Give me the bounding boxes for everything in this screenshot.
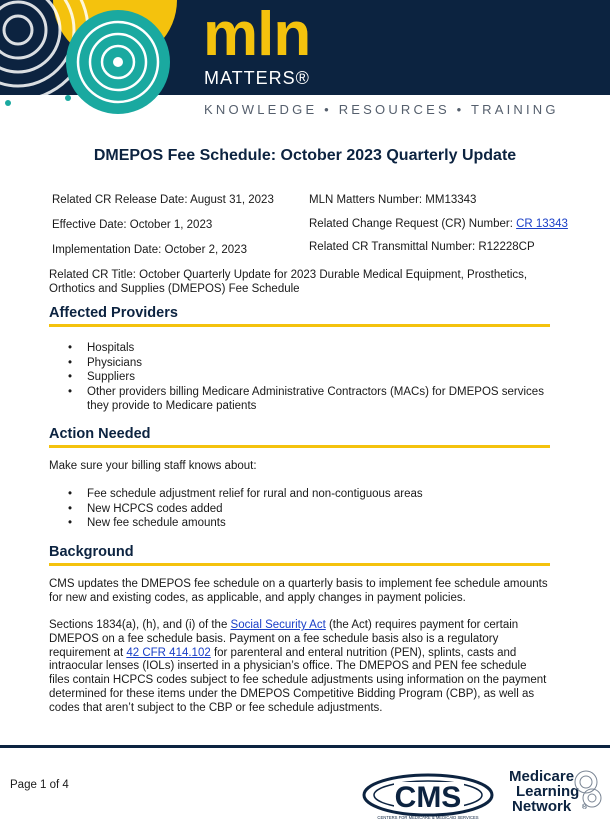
related-cr-title: Related CR Title: October Quarterly Update for 2023 Durable Medical Equipment, Prosthetics, Orthotics and Supplies (DMEPOS) Fee Schedule (49, 269, 528, 295)
paragraph-text: (the Act) requires payment for certain DMEPOS on a fee schedule basis. Payment on a fee schedule basis also is a regulatory requirement at (49, 619, 519, 659)
affected-providers-list (49, 341, 549, 414)
action-needed-intro: Make sure your billing staff knows about: (49, 460, 257, 472)
background-heading: Background (49, 544, 550, 566)
header-banner (0, 0, 610, 125)
mln-logo-line-3: Network (512, 798, 572, 815)
list-item: • New HCPCS codes added (49, 502, 549, 517)
matters-number: MLN Matters Number: MM13343 (309, 194, 477, 206)
background-paragraph-1: CMS updates the DMEPOS fee schedule on a quarterly basis to implement fee schedule amounts for new and existing codes, as applicable, and apply changes in payment policies. (49, 578, 548, 604)
tagline: KNOWLEDGE • RESOURCES • TRAINING (204, 102, 559, 117)
decorative-circles-graphic (0, 0, 200, 125)
footer-divider (0, 745, 610, 748)
social-security-act-link[interactable]: Social Security Act (230, 619, 326, 631)
transmittal-number: Related CR Transmittal Number: R12228CP (309, 241, 535, 253)
change-request-number (309, 218, 568, 230)
list-item: • New fee schedule amounts (49, 516, 549, 531)
release-date: Related CR Release Date: August 31, 2023 (52, 194, 274, 206)
effective-date: Effective Date: October 1, 2023 (52, 219, 213, 231)
page-number: Page 1 of 4 (10, 779, 69, 791)
list-item: • Hospitals (49, 341, 549, 356)
action-needed-heading: Action Needed (49, 426, 550, 448)
cms-logo (360, 762, 500, 822)
matters-logo-text: MATTERS® (204, 68, 310, 88)
action-needed-list (49, 487, 549, 531)
cms-logo-text: CMS (394, 781, 462, 814)
paragraph-text: Sections 1834(a), (h), and (i) of the (49, 619, 231, 631)
medicare-learning-network-logo (506, 764, 606, 824)
cms-logo-subtext: CENTERS FOR MEDICARE & MEDICAID SERVICES (377, 815, 479, 820)
implementation-date: Implementation Date: October 2, 2023 (52, 244, 247, 256)
paragraph-text: for parenteral and enteral nutrition (PEN), splints, casts and intraocular lenses (IOLs) inserted in a physician’s office. The DMEPOS and PEN fee schedule files contain HCPCS codes subject to fee schedule adjustments using information on the payment determined for these items under the DMEPOS Competitive Bidding Program (CBP), as well as codes that aren’t subject to the CBP or fee schedule adjustments. (49, 646, 547, 714)
background-paragraph-2 (49, 619, 549, 716)
list-item: • Physicians (49, 356, 549, 371)
mln-logo-line-2: Learning (516, 783, 580, 800)
change-request-link[interactable]: CR 13343 (516, 218, 568, 230)
page-title: DMEPOS Fee Schedule: October 2023 Quarterly Update (93, 147, 517, 164)
change-request-label: Related Change Request (CR) Number: (309, 218, 517, 230)
cfr-link[interactable]: 42 CFR 414.102 (126, 646, 211, 659)
affected-providers-heading: Affected Providers (49, 305, 550, 327)
list-item: • Other providers billing Medicare Administrative Contractors (MACs) for DMEPOS services they provide to Medicare patients (49, 385, 549, 414)
list-item: • Fee schedule adjustment relief for rural and non-contiguous areas (49, 487, 549, 502)
registered-mark: ® (582, 804, 588, 811)
mln-logo-line-1: Medicare (509, 768, 575, 785)
mln-logo-text: mln (203, 0, 311, 69)
list-item: • Suppliers (49, 370, 549, 385)
